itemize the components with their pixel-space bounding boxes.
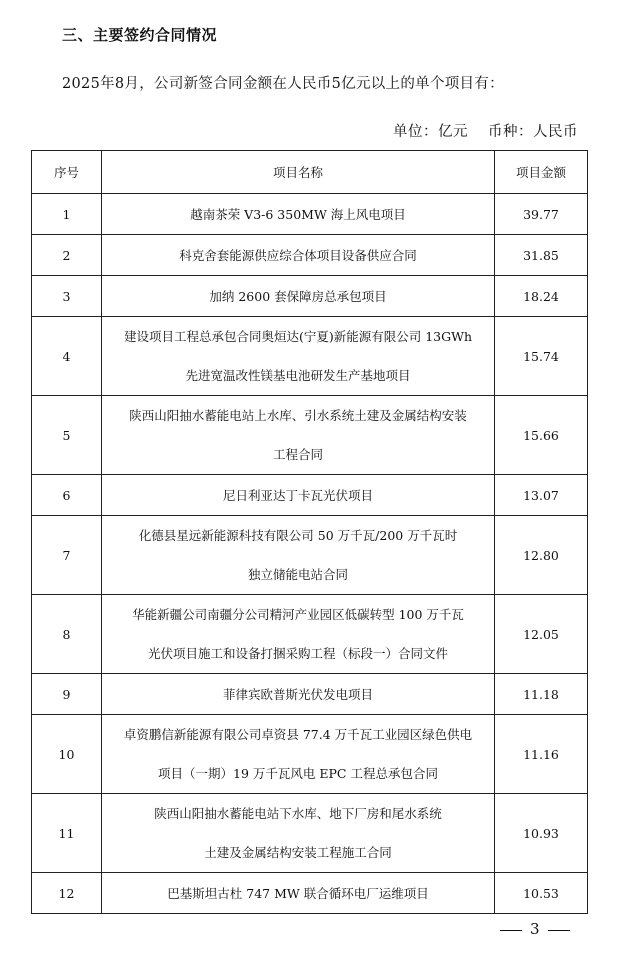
table-row	[32, 873, 588, 914]
table-header-row	[32, 151, 588, 194]
project-name-line: 项目（一期）19 万千瓦风电 EPC 工程总承包合同	[158, 766, 438, 781]
currency-label: 币种：人民币	[488, 124, 578, 140]
project-amount: 10.53	[495, 873, 588, 914]
project-amount: 39.77	[495, 194, 588, 235]
project-name-line: 化德县星远新能源科技有限公司 50 万千瓦/200 万千瓦时	[138, 528, 458, 543]
project-name-line: 菲律宾欧普斯光伏发电项目	[222, 686, 373, 702]
project-amount: 11.16	[495, 715, 588, 794]
page-number-value: 3	[530, 920, 540, 938]
project-name-cell	[102, 674, 495, 715]
page-footer	[500, 920, 570, 938]
row-number: 3	[32, 276, 102, 317]
project-name-cell	[102, 873, 495, 914]
table-row	[32, 715, 588, 794]
row-number: 7	[32, 516, 102, 595]
project-name-line: 尼日利亚达丁卡瓦光伏项目	[222, 487, 373, 503]
project-amount: 13.07	[495, 475, 588, 516]
header-amount: 项目金额	[495, 151, 588, 194]
project-name-line: 科克舍套能源供应综合体项目设备供应合同	[179, 247, 417, 263]
project-amount: 10.93	[495, 794, 588, 873]
project-amount: 18.24	[495, 276, 588, 317]
project-name-line: 加纳 2600 套保障房总承包项目	[209, 288, 387, 304]
row-number: 11	[32, 794, 102, 873]
project-amount: 11.18	[495, 674, 588, 715]
table-row	[32, 396, 588, 475]
project-name-line: 陕西山阳抽水蓄能电站下水库、地下厂房和尾水系统	[154, 806, 442, 821]
project-amount: 15.66	[495, 396, 588, 475]
section-title: 三、主要签约合同情况	[62, 26, 218, 44]
table-row	[32, 317, 588, 396]
unit-currency-line	[393, 120, 578, 141]
table-row	[32, 674, 588, 715]
project-name-cell	[102, 516, 495, 595]
project-name-cell	[102, 396, 495, 475]
table-row	[32, 235, 588, 276]
header-project-name: 项目名称	[102, 151, 495, 194]
project-name-cell	[102, 235, 495, 276]
project-amount: 12.05	[495, 595, 588, 674]
row-number: 8	[32, 595, 102, 674]
project-name-line: 陕西山阳抽水蓄能电站上水库、引水系统土建及金属结构安装	[129, 408, 467, 423]
project-name-line: 先进宽温改性镁基电池研发生产基地项目	[185, 368, 411, 383]
intro-paragraph: 2025年8月，公司新签合同金额在人民币5亿元以上的单个项目有：	[62, 76, 504, 92]
row-number: 6	[32, 475, 102, 516]
project-name-line: 卓资鹏信新能源有限公司卓资县 77.4 万千瓦工业园区绿色供电	[123, 727, 473, 742]
table-row	[32, 194, 588, 235]
project-name-cell	[102, 595, 495, 674]
project-name-cell	[102, 715, 495, 794]
project-amount: 12.80	[495, 516, 588, 595]
project-name-line: 土建及金属结构安装工程施工合同	[204, 845, 392, 860]
project-name-cell	[102, 475, 495, 516]
project-name-cell	[102, 794, 495, 873]
row-number: 4	[32, 317, 102, 396]
row-number: 2	[32, 235, 102, 276]
project-name-cell	[102, 276, 495, 317]
project-name-line: 华能新疆公司南疆分公司精河产业园区低碳转型 100 万千瓦	[132, 607, 464, 622]
contracts-table	[31, 150, 588, 914]
project-name-line: 工程合同	[272, 447, 323, 462]
project-amount: 15.74	[495, 317, 588, 396]
dash-right	[548, 930, 570, 931]
project-name-cell	[102, 317, 495, 396]
table-row	[32, 516, 588, 595]
project-name-line: 独立储能电站合同	[247, 567, 348, 582]
unit-label: 单位：亿元	[393, 124, 468, 140]
row-number: 5	[32, 396, 102, 475]
project-amount: 31.85	[495, 235, 588, 276]
dash-left	[500, 930, 522, 931]
project-name-line: 巴基斯坦古杜 747 MW 联合循环电厂运维项目	[167, 885, 429, 901]
row-number: 9	[32, 674, 102, 715]
project-name-line: 越南茶荣 V3-6 350MW 海上风电项目	[190, 206, 406, 222]
row-number: 1	[32, 194, 102, 235]
row-number: 12	[32, 873, 102, 914]
header-no: 序号	[32, 151, 102, 194]
project-name-cell	[102, 194, 495, 235]
row-number: 10	[32, 715, 102, 794]
table-row	[32, 475, 588, 516]
table-row	[32, 276, 588, 317]
table-row	[32, 794, 588, 873]
project-name-line: 建设项目工程总承包合同奥烜达(宁夏)新能源有限公司 13GWh	[123, 329, 473, 344]
project-name-line: 光伏项目施工和设备打捆采购工程（标段一）合同文件	[147, 646, 448, 661]
table-row	[32, 595, 588, 674]
